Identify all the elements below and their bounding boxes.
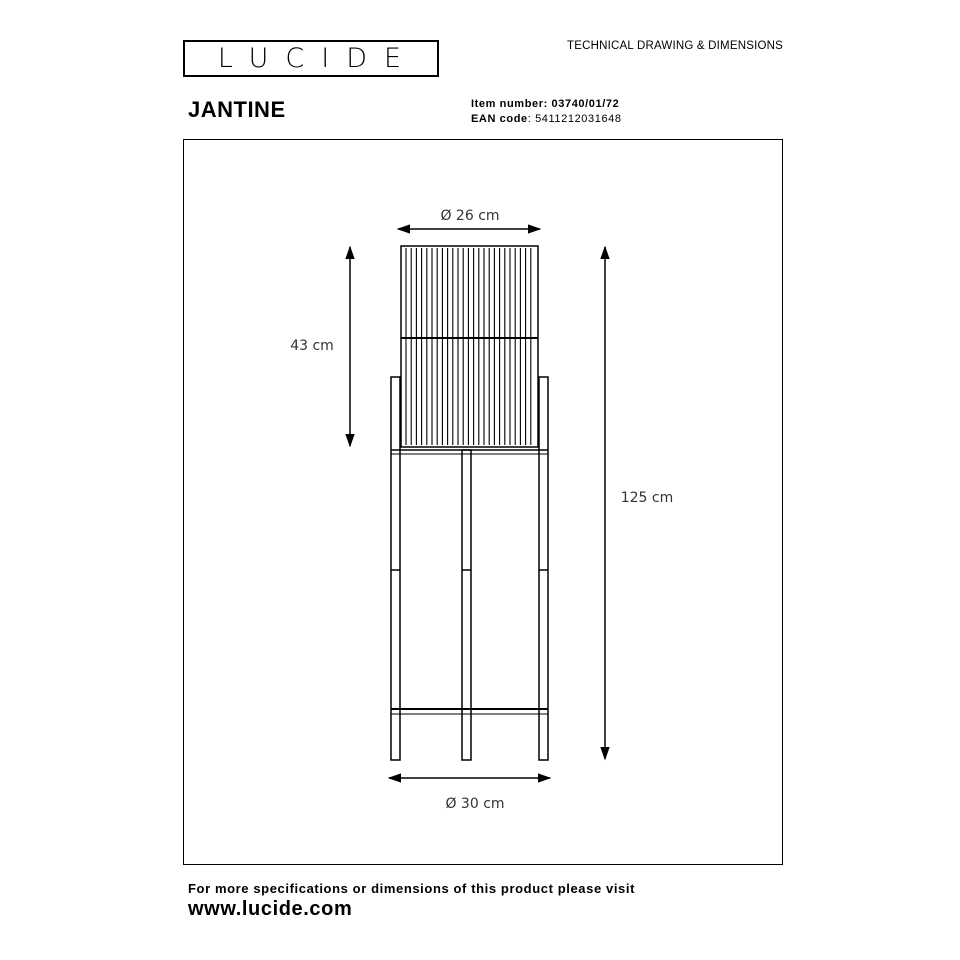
footer-note: For more specifications or dimensions of this product please visit xyxy=(188,881,636,896)
shade-diameter-label: Ø 26 cm xyxy=(440,208,500,224)
document-type: TECHNICAL DRAWING & DIMENSIONS xyxy=(567,40,783,52)
ean-code: EAN code: 5411212031648 xyxy=(471,113,622,125)
ean-label: EAN code xyxy=(471,113,528,125)
item-number: Item number: 03740/01/72 xyxy=(471,98,620,110)
footer-url[interactable]: www.lucide.com xyxy=(188,898,353,920)
shade-height-label: 43 cm xyxy=(290,338,334,354)
total-height-label: 125 cm xyxy=(620,490,674,506)
lamp-shade xyxy=(401,246,538,447)
lamp-frame xyxy=(391,377,548,760)
ean-value: 5411212031648 xyxy=(535,113,622,125)
product-name: JANTINE xyxy=(188,97,286,122)
base-diameter-label: Ø 30 cm xyxy=(445,796,505,812)
item-number-value: 03740/01/72 xyxy=(551,98,620,110)
item-number-label: Item number xyxy=(471,98,544,110)
brand-logo-text: LUCIDE xyxy=(217,43,419,74)
